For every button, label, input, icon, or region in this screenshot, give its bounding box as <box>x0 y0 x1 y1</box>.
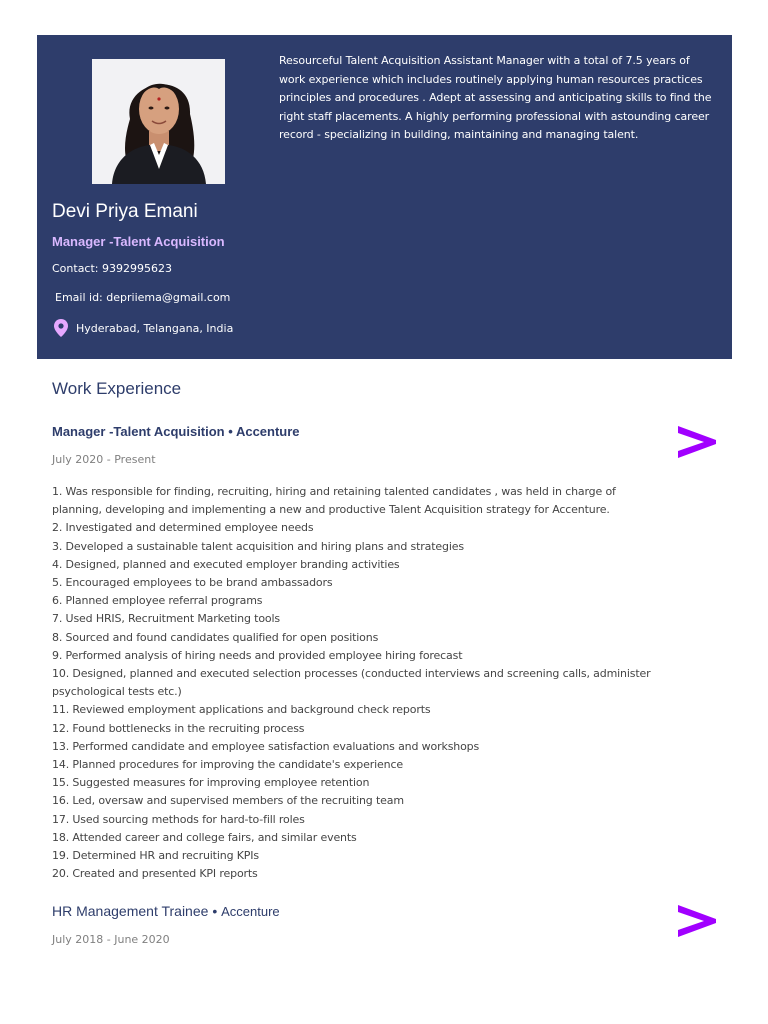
job-role-2: HR Management Trainee <box>52 903 209 919</box>
profile-summary: Resourceful Talent Acquisition Assistant Manager with a total of 7.5 years of work experience which includes routinely applying human resources practices principles and procedures . Adept at assessing and anticipating skills to find the right staff placements. A highly performing professional with astounding career record - specializing in building, maintaining and managing talent. <box>279 54 712 142</box>
list-item: 17. Used sourcing methods for hard-to-fill roles <box>52 812 305 826</box>
list-item: 11. Reviewed employment applications and background check reports <box>52 703 431 717</box>
list-item: 14. Planned procedures for improving the candidate's experience <box>52 758 403 772</box>
location-row <box>54 319 233 337</box>
list-item: 12. Found bottlenecks in the recruiting process <box>52 721 305 735</box>
job-title-1 <box>52 424 300 439</box>
list-item: 9. Performed analysis of hiring needs and provided employee hiring forecast <box>52 648 463 662</box>
job-dates-1: July 2020 - Present <box>52 453 156 466</box>
list-item: 18. Attended career and college fairs, and similar events <box>52 830 357 844</box>
list-item: 19. Determined HR and recruiting KPIs <box>52 849 259 863</box>
profile-photo-illustration <box>92 59 225 184</box>
list-item: 3. Developed a sustainable talent acquisition and hiring plans and strategies <box>52 539 464 553</box>
contact-number: Contact: 9392995623 <box>52 262 172 275</box>
list-item: 8. Sourced and found candidates qualified for open positions <box>52 630 379 644</box>
location-pin-icon <box>54 319 68 337</box>
list-item: 5. Encouraged employees to be brand ambassadors <box>52 576 333 590</box>
list-item: 10. Designed, planned and executed selection processes (conducted interviews and screening calls, administer psychological tests etc.) <box>52 667 651 699</box>
accenture-greater-than-logo-icon <box>674 901 720 941</box>
list-item: 13. Performed candidate and employee satisfaction evaluations and workshops <box>52 739 480 753</box>
list-item: 7. Used HRIS, Recruitment Marketing tools <box>52 612 280 626</box>
email-address: Email id: depriiema@gmail.com <box>55 291 231 304</box>
job-role-1: Manager -Talent Acquisition <box>52 424 225 439</box>
profile-photo <box>92 59 225 184</box>
candidate-role: Manager -Talent Acquisition <box>52 234 225 249</box>
list-item: 20. Created and presented KPI reports <box>52 867 258 881</box>
list-item: 1. Was responsible for finding, recruiting, hiring and retaining talented candidates , was held in charge of planning, developing and implementing a new and productive Talent Acquisition strategy for Accenture. <box>52 485 616 517</box>
list-item: 6. Planned employee referral programs <box>52 594 263 608</box>
list-item: 15. Suggested measures for improving employee retention <box>52 776 370 790</box>
location-text: Hyderabad, Telangana, India <box>76 321 234 335</box>
job-separator-2: • <box>212 903 218 919</box>
accenture-greater-than-logo-icon <box>674 422 720 462</box>
list-item: 2. Investigated and determined employee needs <box>52 521 314 535</box>
work-experience-heading: Work Experience <box>52 379 182 398</box>
profile-header <box>37 35 732 359</box>
job-separator-1: • <box>228 424 233 439</box>
candidate-name: Devi Priya Emani <box>52 201 198 222</box>
job-dates-2: July 2018 - June 2020 <box>52 933 170 946</box>
list-item: 4. Designed, planned and executed employer branding activities <box>52 557 400 571</box>
job-company-1: Accenture <box>235 424 300 439</box>
job-title-2 <box>52 903 280 919</box>
list-item: 16. Led, oversaw and supervised members of the recruiting team <box>52 794 404 808</box>
job-duties-list-1 <box>52 483 662 883</box>
job-company-2: Accenture <box>221 904 280 919</box>
